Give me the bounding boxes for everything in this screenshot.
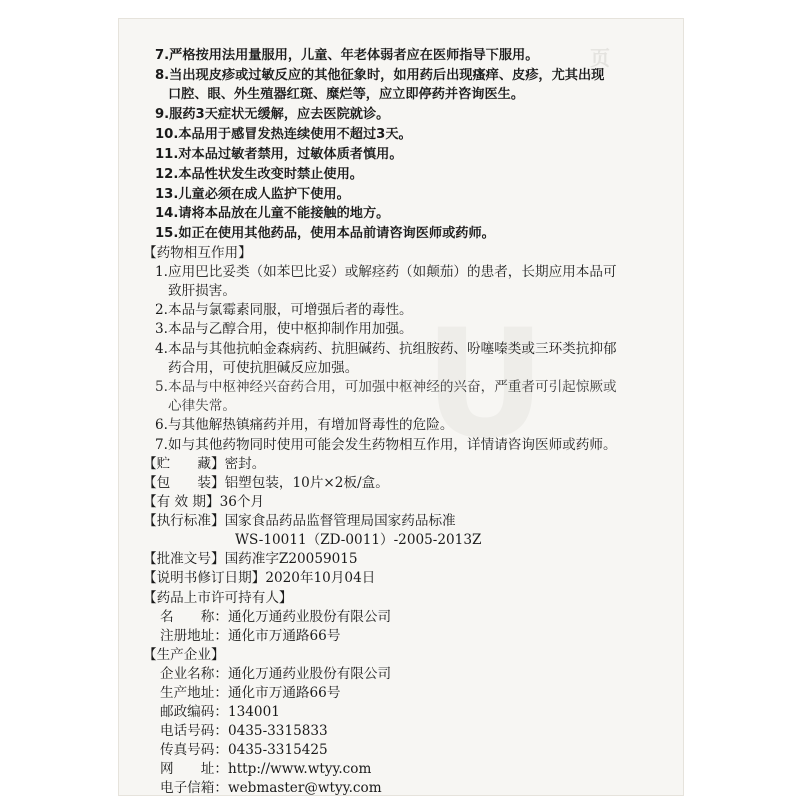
interactions-heading: 【药物相互作用】 — [143, 245, 252, 261]
interaction-3: 3.本品与乙醇合用，使中枢抑制作用加强。 — [155, 321, 413, 337]
approval-label: 【批准文号】 — [143, 551, 225, 567]
manufacturer-heading: 【生产企业】 — [143, 647, 225, 663]
holder-address-row — [160, 627, 340, 645]
site-value: 通化市万通路66号 — [227, 685, 341, 701]
standard-code: WS-10011（ZD-0011）-2005-2013Z — [235, 532, 482, 548]
precaution-13: 13.儿童必须在成人监护下使用。 — [155, 187, 350, 202]
holder-name-row — [160, 608, 391, 626]
interaction-2: 2.本品与氯霉素同服，可增强后者的毒性。 — [155, 302, 413, 318]
company-label: 企业名称： — [160, 666, 228, 682]
precaution-10: 10.本品用于感冒发热连续使用不超过3天。 — [155, 127, 412, 142]
precaution-7: 7.严格按用法用量服用，儿童、年老体弱者应在医师指导下服用。 — [155, 48, 539, 63]
package-label: 【包 装】 — [143, 475, 225, 491]
interaction-5-line1: 5.本品与中枢神经兴奋药合用，可加强中枢神经的兴奋，严重者可引起惊厥或 — [155, 379, 617, 395]
phone-label: 电话号码： — [160, 723, 228, 739]
postal-row — [160, 703, 280, 721]
fax-label: 传真号码： — [160, 742, 228, 758]
phone-value: 0435-3315833 — [227, 723, 328, 739]
fax-row — [160, 741, 328, 759]
holder-address-value: 通化市万通路66号 — [227, 628, 341, 644]
website-label: 网 址： — [160, 761, 228, 777]
precaution-11: 11.对本品过敏者禁用，过敏体质者慎用。 — [155, 147, 403, 162]
interaction-1-line1: 1.应用巴比妥类（如苯巴比妥）或解痉药（如颠茄）的患者，长期应用本品可 — [155, 264, 617, 280]
standard-label: 【执行标准】 — [143, 513, 225, 529]
site-label: 生产地址： — [160, 685, 228, 701]
fax-value: 0435-3315425 — [227, 742, 328, 758]
site-row — [160, 684, 340, 702]
validity-value: 36个月 — [219, 494, 265, 510]
interaction-5-line2: 心律失常。 — [168, 398, 236, 414]
interaction-6: 6.与其他解热镇痛药并用，有增加肾毒性的危险。 — [155, 417, 454, 433]
revision-label: 【说明书修订日期】 — [143, 570, 266, 586]
package-row — [143, 474, 389, 492]
approval-value: 国药准字Z20059015 — [224, 551, 358, 567]
approval-row — [143, 550, 358, 568]
storage-row — [143, 455, 265, 473]
email-value: webmaster@wtyy.com — [227, 780, 382, 796]
holder-address-label: 注册地址： — [160, 628, 228, 644]
standard-value: 国家食品药品监督管理局国家药品标准 — [224, 513, 456, 529]
postal-value: 134001 — [227, 704, 280, 720]
holder-name-value: 通化万通药业股份有限公司 — [227, 609, 392, 625]
revision-value: 2020年10月04日 — [265, 570, 376, 586]
email-label: 电子信箱： — [160, 780, 228, 796]
validity-label: 【有 效 期】 — [143, 494, 220, 510]
postal-label: 邮政编码： — [160, 704, 228, 720]
bleed-through-text: 页 — [590, 46, 610, 70]
website-value: http://www.wtyy.com — [227, 761, 372, 777]
holder-heading: 【药品上市许可持有人】 — [143, 590, 293, 606]
company-value: 通化万通药业股份有限公司 — [227, 666, 392, 682]
precaution-8-line1: 8.当出现皮疹或过敏反应的其他征象时，如用药后出现瘙痒、皮疹，尤其出现 — [155, 68, 605, 83]
precaution-14: 14.请将本品放在儿童不能接触的地方。 — [155, 206, 390, 221]
standard-row — [143, 512, 456, 530]
validity-row — [143, 493, 264, 511]
website-row — [160, 760, 371, 778]
precaution-8-line2: 口腔、眼、外生殖器红斑、糜烂等，应立即停药并咨询医生。 — [168, 87, 525, 102]
precaution-12: 12.本品性状发生改变时禁止使用。 — [155, 167, 363, 182]
revision-row — [143, 569, 375, 587]
interaction-7: 7.如与其他药物同时使用可能会发生药物相互作用，详情请咨询医师或药师。 — [155, 437, 617, 453]
interaction-4-line2: 药合用，可使抗胆碱反应加强。 — [168, 360, 359, 376]
phone-row — [160, 722, 328, 740]
precaution-15: 15.如正在使用其他药品，使用本品前请咨询医师或药师。 — [155, 226, 495, 241]
storage-value: 密封。 — [224, 456, 266, 472]
interaction-4-line1: 4.本品与其他抗帕金森病药、抗胆碱药、抗组胺药、吩噻嗪类或三环类抗抑郁 — [155, 341, 617, 357]
precaution-9: 9.服药3天症状无缓解，应去医院就诊。 — [155, 107, 390, 122]
email-row — [160, 779, 382, 797]
holder-name-label: 名 称： — [160, 609, 228, 625]
package-value: 铝塑包装，10片×2板/盒。 — [224, 475, 389, 491]
interaction-1-line2: 致肝损害。 — [168, 283, 236, 299]
company-row — [160, 665, 391, 683]
watermark-logo: U — [424, 298, 546, 472]
storage-label: 【贮 藏】 — [143, 456, 225, 472]
